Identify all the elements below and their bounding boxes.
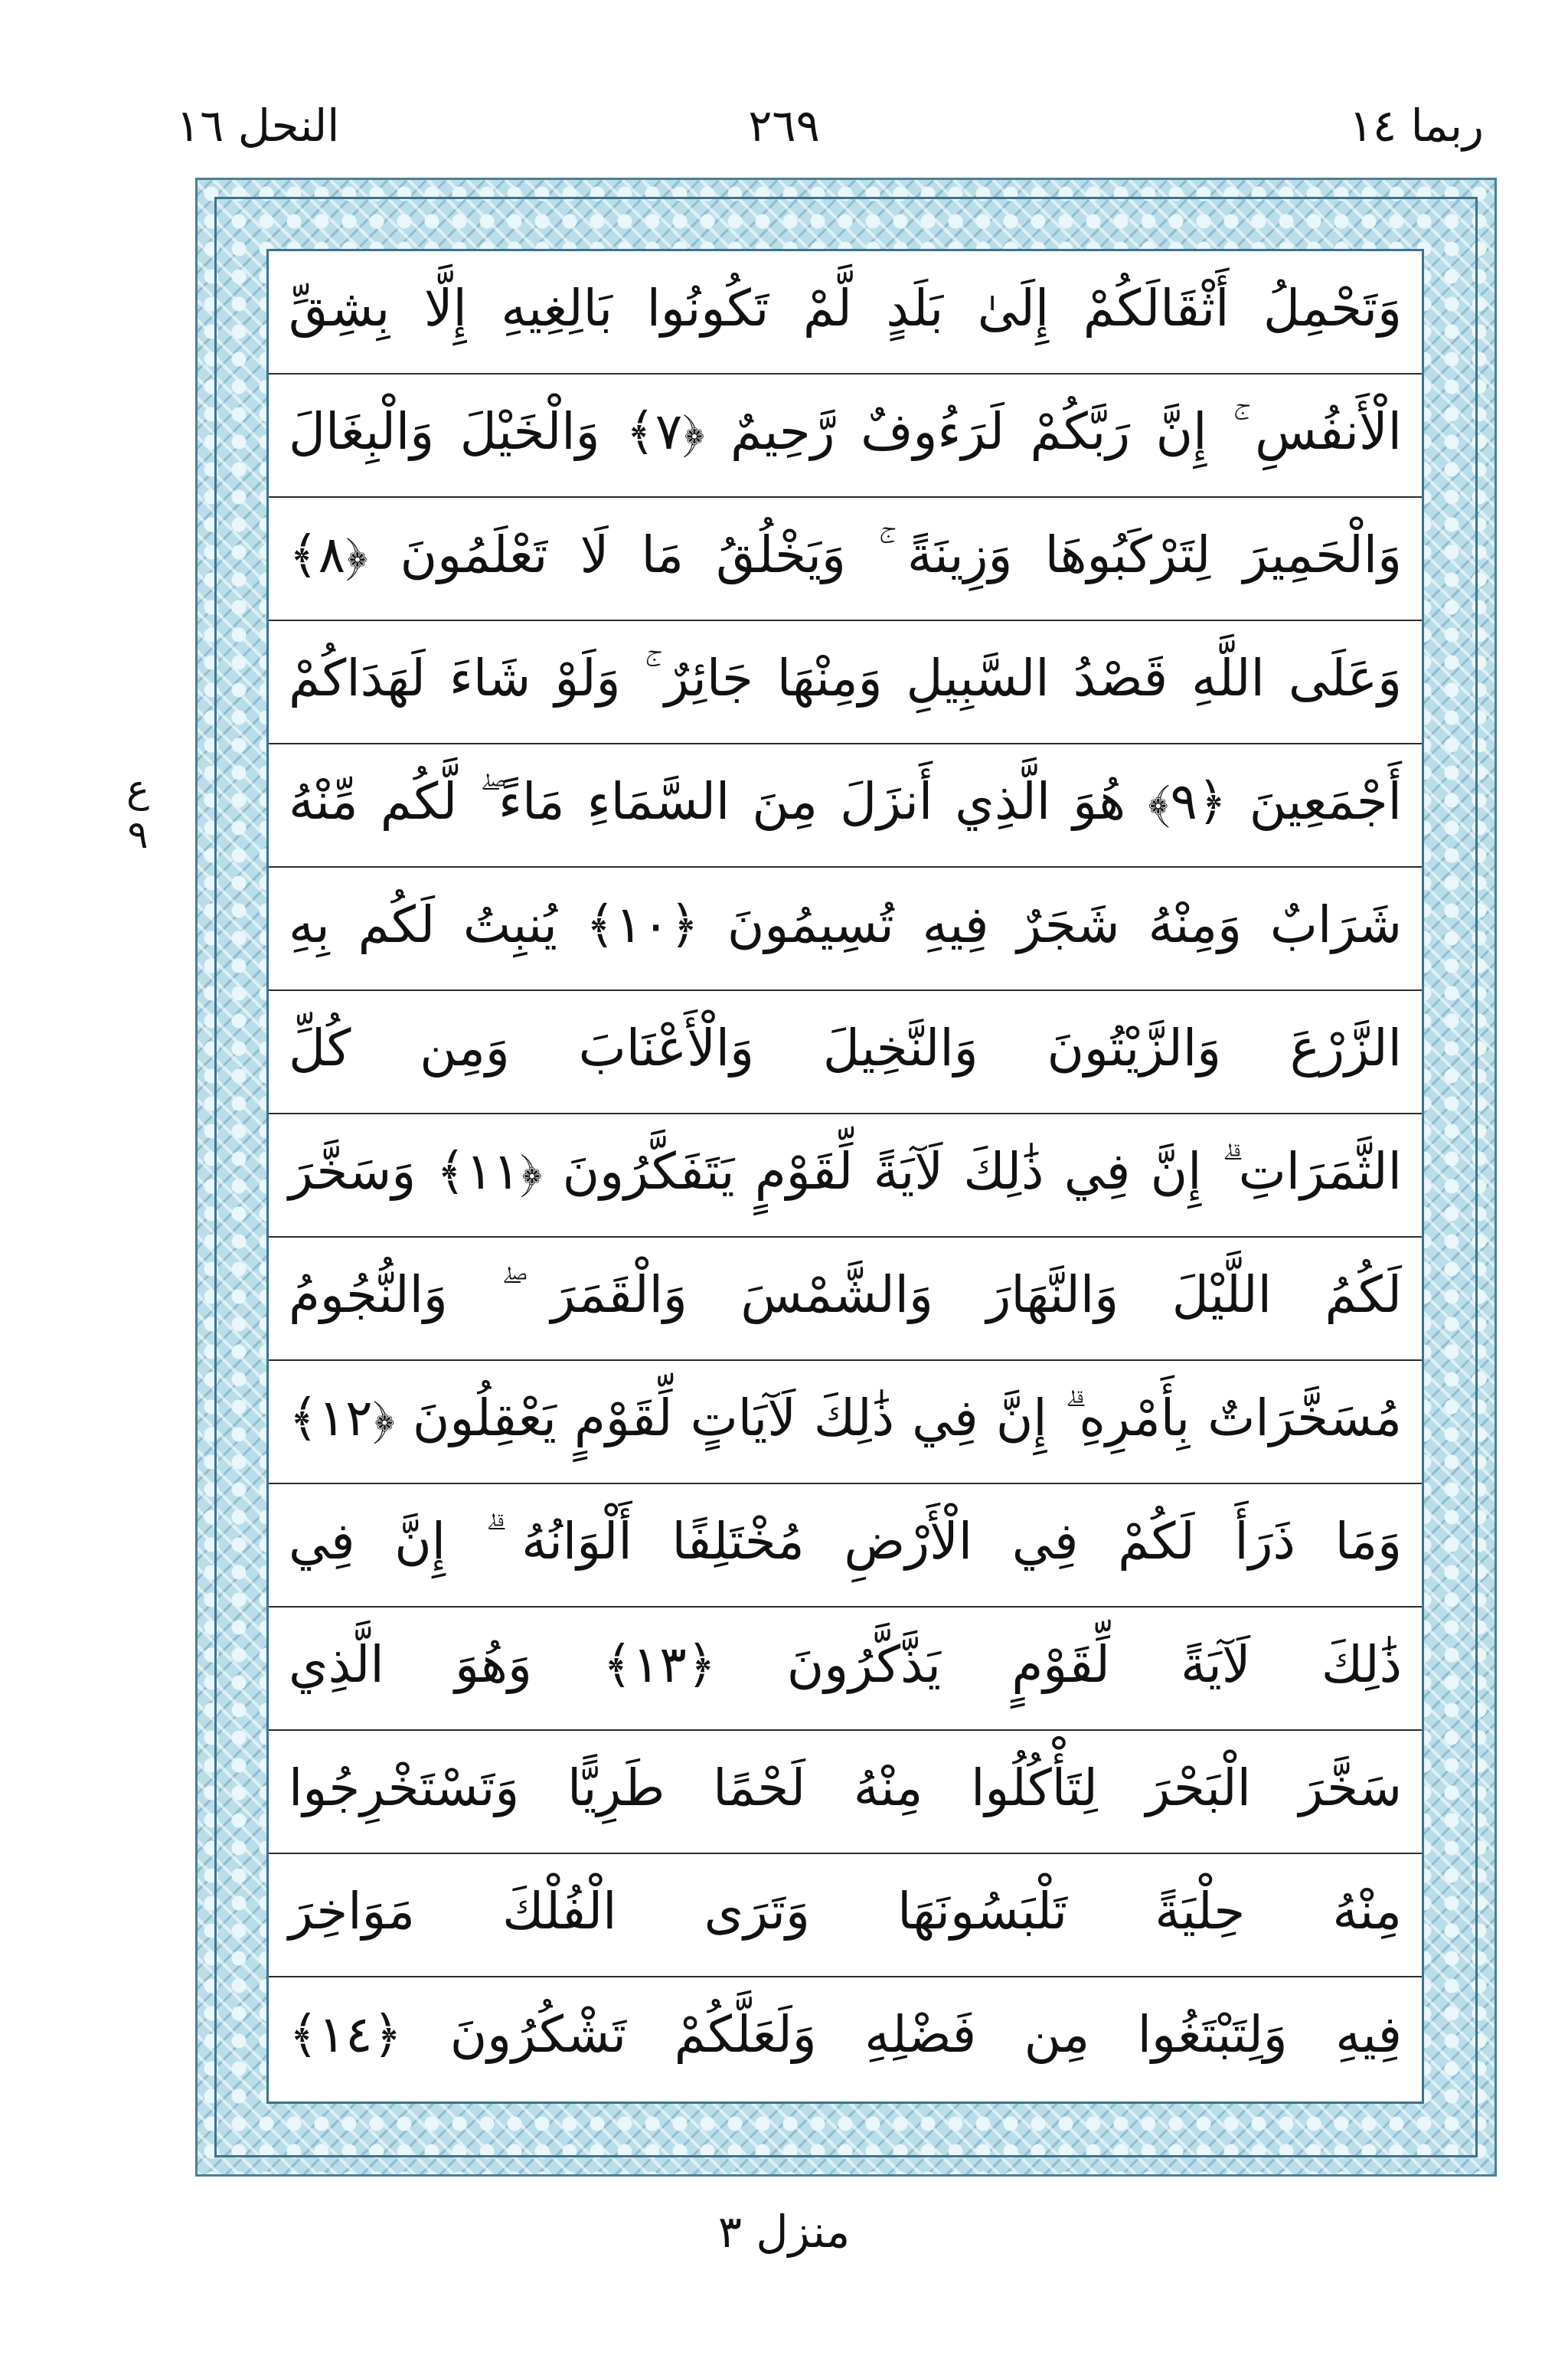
text-line-5: أَجْمَعِينَ ﴿٩﴾ هُوَ الَّذِي أَنزَلَ مِنَ السَّمَاءِ مَاءً ۖ لَّكُم مِّنْهُ [269, 744, 1422, 868]
text-line-7: الزَّرْعَ وَالزَّيْتُونَ وَالنَّخِيلَ وَالْأَعْنَابَ وَمِن كُلِّ [269, 991, 1422, 1114]
page-number: ٢٦٩ [748, 100, 820, 152]
text-line-12: ذَٰلِكَ لَآيَةً لِّقَوْمٍ يَذَّكَّرُونَ ﴿١٣﴾ وَهُوَ الَّذِي [269, 1608, 1422, 1731]
text-line-8: الثَّمَرَاتِ ۗ إِنَّ فِي ذَٰلِكَ لَآيَةً لِّقَوْمٍ يَتَفَكَّرُونَ ﴿١١﴾ وَسَخَّرَ [269, 1114, 1422, 1238]
manzil-label: منزل ٣ [717, 2206, 851, 2258]
text-line-2: الْأَنفُسِ ۚ إِنَّ رَبَّكُمْ لَرَءُوفٌ رَّحِيمٌ ﴿٧﴾ وَالْخَيْلَ وَالْبِغَالَ [269, 375, 1422, 498]
text-line-15: فِيهِ وَلِتَبْتَغُوا مِن فَضْلِهِ وَلَعَلَّكُمْ تَشْكُرُونَ ﴿١٤﴾ [289, 2005, 1402, 2064]
text-line-3: وَالْحَمِيرَ لِتَرْكَبُوهَا وَزِينَةً ۚ وَيَخْلُقُ مَا لَا تَعْلَمُونَ ﴿٨﴾ [269, 498, 1422, 621]
text-line-4: وَعَلَى اللَّهِ قَصْدُ السَّبِيلِ وَمِنْهَا جَائِرٌ ۚ وَلَوْ شَاءَ لَهَدَاكُمْ [269, 621, 1422, 744]
text-line-13: سَخَّرَ الْبَحْرَ لِتَأْكُلُوا مِنْهُ لَحْمًا طَرِيًّا وَتَسْتَخْرِجُوا [269, 1731, 1422, 1854]
juz-label: ربما ١٤ [1348, 100, 1484, 152]
text-line-9: لَكُمُ اللَّيْلَ وَالنَّهَارَ وَالشَّمْسَ وَالْقَمَرَ ۖ وَالنُّجُومُ [269, 1238, 1422, 1361]
text-line-10: مُسَخَّرَاتٌ بِأَمْرِهِ ۗ إِنَّ فِي ذَٰلِكَ لَآيَاتٍ لِّقَوْمٍ يَعْقِلُونَ ﴿١٢﴾ [269, 1361, 1422, 1484]
surah-label: النحل ١٦ [176, 100, 340, 152]
ruku-marker: ع ٩ [126, 767, 149, 857]
verse-text-panel [266, 249, 1424, 2104]
text-line-6: شَرَابٌ وَمِنْهُ شَجَرٌ فِيهِ تُسِيمُونَ ﴿١٠﴾ يُنبِتُ لَكُم بِهِ [269, 868, 1422, 991]
text-line-1: وَتَحْمِلُ أَثْقَالَكُمْ إِلَىٰ بَلَدٍ لَّمْ تَكُونُوا بَالِغِيهِ إِلَّا بِشِقِّ [269, 251, 1422, 375]
text-line-14: مِنْهُ حِلْيَةً تَلْبَسُونَهَا وَتَرَى الْفُلْكَ مَوَاخِرَ [269, 1854, 1422, 1977]
text-line-11: وَمَا ذَرَأَ لَكُمْ فِي الْأَرْضِ مُخْتَلِفًا أَلْوَانُهُ ۗ إِنَّ فِي [269, 1484, 1422, 1608]
